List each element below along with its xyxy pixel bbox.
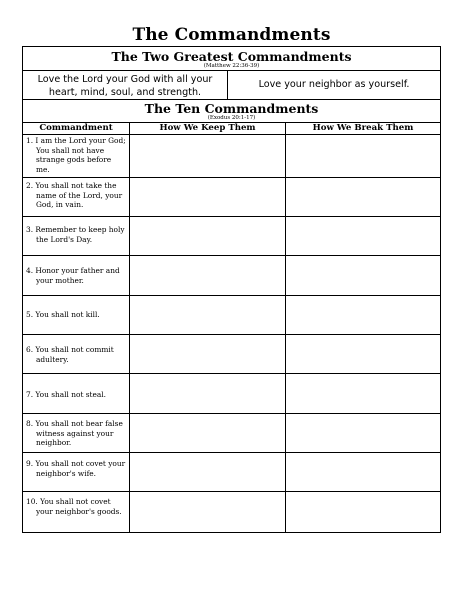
- divider: [23, 99, 440, 100]
- commandment-2: 2. You shall not take the name of the Lord, your God, in vain.: [26, 181, 123, 209]
- row-divider: [23, 216, 440, 217]
- row-divider: [23, 334, 440, 335]
- column-divider: [285, 122, 286, 532]
- divider: [23, 134, 440, 135]
- row-divider: [23, 413, 440, 414]
- second-greatest-commandment: Love your neighbor as yourself.: [258, 79, 410, 90]
- commandment-7: 7. You shall not steal.: [26, 390, 107, 399]
- greatest-reference: (Matthew 22:36-39): [203, 63, 260, 69]
- page-title: The Commandments: [132, 25, 331, 45]
- row-divider: [23, 452, 440, 453]
- column-divider: [129, 122, 130, 532]
- column-header-commandment: Commandment: [39, 123, 113, 133]
- commandment-9: 9. You shall not covet your neighbor's wife.: [26, 459, 126, 478]
- row-divider: [23, 373, 440, 374]
- commandment-8: 8. You shall not bear false witness against your neighbor.: [26, 419, 123, 447]
- row-divider: [23, 295, 440, 296]
- commandment-1: 1. I am the Lord your God; You shall not have strange gods before me.: [26, 136, 126, 174]
- column-header-break: How We Break Them: [312, 123, 414, 133]
- commandment-4: 4. Honor your father and your mother.: [26, 266, 120, 285]
- commandment-5: 5. You shall not kill.: [26, 310, 100, 319]
- commandment-3: 3. Remember to keep holy the Lord's Day.: [26, 225, 125, 244]
- ten-reference: (Exodus 20:1-17): [207, 115, 256, 121]
- greatest-heading: The Two Greatest Commandments: [111, 49, 352, 64]
- column-header-keep: How We Keep Them: [159, 123, 256, 133]
- first-greatest-commandment: Love the Lord your God with all your heart, mind, soul, and strength.: [37, 74, 213, 98]
- ten-heading: The Ten Commandments: [144, 101, 319, 116]
- row-divider: [23, 491, 440, 492]
- worksheet-table: [22, 46, 441, 533]
- row-divider: [23, 255, 440, 256]
- row-divider: [23, 177, 440, 178]
- commandment-6: 6. You shall not commit adultery.: [26, 345, 114, 364]
- commandment-10: 10. You shall not covet your neighbor's goods.: [26, 497, 122, 516]
